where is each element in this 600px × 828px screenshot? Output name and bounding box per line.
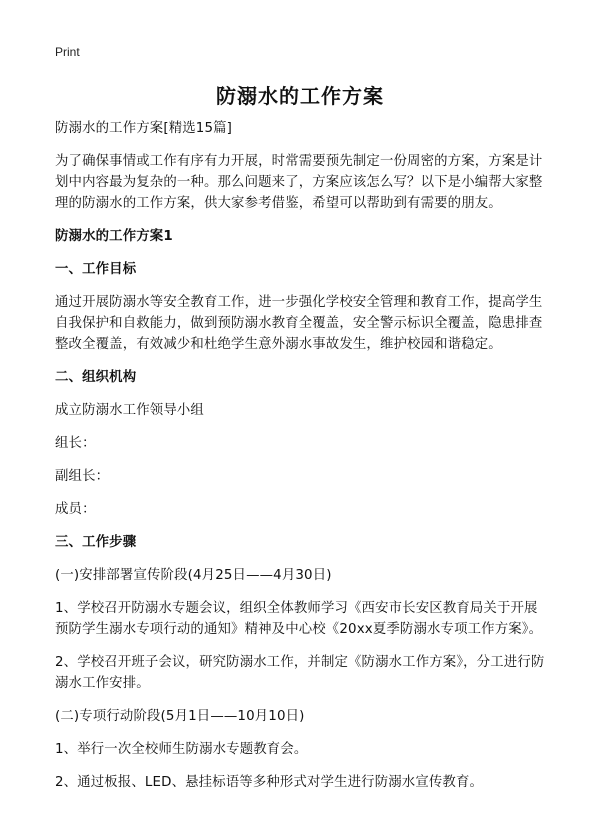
phase1-title: (一)安排部署宣传阶段(4月25日——4月30日) — [55, 568, 332, 583]
page-title: 防溺水的工作方案 — [216, 84, 384, 108]
org-leader-label: 组长： — [55, 436, 96, 451]
section-title: 防溺水的工作方案1 — [55, 229, 173, 244]
goal-heading: 一、工作目标 — [55, 262, 137, 277]
org-deputy-label: 副组长： — [55, 469, 110, 484]
org-group-text: 成立防溺水工作领导小组 — [55, 403, 204, 418]
print-link[interactable]: Print — [55, 45, 80, 59]
phase2-item-1: 1、举行一次全校师生防溺水专题教育会。 — [55, 742, 308, 757]
phase1-item-1: 1、学校召开防溺水专题会议，组织全体教师学习《西安市长安区教育局关于开展预防学生溺水专项行动的通知》精神及中心校《20xx夏季防溺水专项工作方案》。 — [55, 601, 543, 637]
intro-paragraph: 为了确保事情或工作有序有力开展，时常需要预先制定一份周密的方案，方案是计划中内容最为复杂的一种。那么问题来了，方案应该怎么写？以下是小编帮大家整理的防溺水的工作方案，供大家参考借鉴，希望可以帮助到有需要的朋友。 — [55, 154, 543, 211]
phase2-title: (二)专项行动阶段(5月1日——10月10日) — [55, 709, 305, 724]
document-subtitle: 防溺水的工作方案[精选15篇] — [55, 121, 233, 136]
org-heading: 二、组织机构 — [55, 370, 137, 385]
phase2-item-2: 2、通过板报、LED、悬挂标语等多种形式对学生进行防溺水宣传教育。 — [55, 775, 484, 790]
phase1-item-2: 2、学校召开班子会议，研究防溺水工作，并制定《防溺水工作方案》，分工进行防溺水工作安排。 — [55, 655, 545, 691]
org-members-label: 成员： — [55, 502, 96, 517]
document-body — [55, 118, 550, 805]
steps-heading: 三、工作步骤 — [55, 535, 137, 550]
goal-paragraph: 通过开展防溺水等安全教育工作，进一步强化学校安全管理和教育工作，提高学生自我保护和自救能力，做到预防溺水教育全覆盖，安全警示标识全覆盖，隐患排查整改全覆盖，有效减少和杜绝学生意外溺水事故发生，维护校园和谐稳定。 — [55, 295, 543, 352]
